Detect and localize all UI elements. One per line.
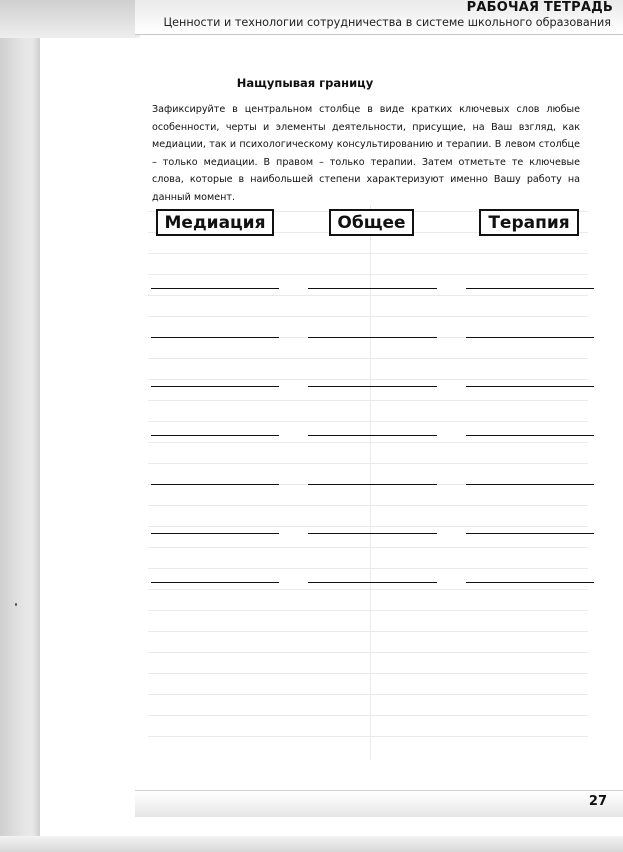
ghost-line	[148, 610, 588, 611]
ghost-line	[148, 400, 588, 401]
page-footer	[135, 790, 623, 817]
ghost-line	[148, 631, 588, 632]
ghost-line	[148, 358, 588, 359]
column-header-therapy: Терапия	[479, 209, 579, 236]
instruction-text: Зафиксируйте в центральном столбце в виде кратких ключевых слов любые особенности, черты и элементы деятельности, присущие, на Ваш взгляд, как медиации, так и психологическому консультированию и терапии. В левом столбце – только медиации. В правом – только терапии. Затем отметьте те ключевые слова, которые в наибольшей степени характеризуют именно Вашу работу на данный момент.	[152, 104, 580, 203]
answer-line-common[interactable]	[308, 582, 437, 583]
ghost-line	[148, 673, 588, 674]
ghost-line	[148, 253, 588, 254]
ghost-line	[148, 295, 588, 296]
column-header-common: Общее	[329, 209, 414, 236]
answer-line-therapy[interactable]	[466, 484, 594, 485]
answer-line-mediation[interactable]	[151, 435, 279, 436]
answer-line-mediation[interactable]	[151, 582, 279, 583]
answer-line-common[interactable]	[308, 288, 437, 289]
answer-line-therapy[interactable]	[466, 435, 594, 436]
ghost-line	[148, 505, 588, 506]
ghost-line	[148, 274, 588, 275]
ghost-line	[148, 379, 588, 380]
ghost-line	[148, 316, 588, 317]
answer-line-therapy[interactable]	[466, 582, 594, 583]
answer-line-mediation[interactable]	[151, 386, 279, 387]
page-number: 27	[588, 794, 607, 809]
ghost-line	[148, 442, 588, 443]
ghost-line	[148, 547, 588, 548]
answer-line-mediation[interactable]	[151, 337, 279, 338]
answer-line-common[interactable]	[308, 484, 437, 485]
answer-line-common[interactable]	[308, 386, 437, 387]
ghost-line	[148, 568, 588, 569]
column-header-mediation: Медиация	[156, 209, 274, 236]
answer-line-therapy[interactable]	[466, 337, 594, 338]
ghost-line	[148, 694, 588, 695]
answer-line-mediation[interactable]	[151, 533, 279, 534]
ghost-line	[148, 421, 588, 422]
scan-speck	[15, 603, 17, 606]
answer-line-common[interactable]	[308, 337, 437, 338]
answer-line-common[interactable]	[308, 533, 437, 534]
ghost-line	[148, 715, 588, 716]
ghost-line	[148, 589, 588, 590]
answer-line-common[interactable]	[308, 435, 437, 436]
ghost-line	[148, 736, 588, 737]
answer-line-therapy[interactable]	[466, 386, 594, 387]
workbook-title: РАБОЧАЯ ТЕТРАДЬ	[466, 0, 613, 15]
scan-shadow	[0, 0, 140, 38]
answer-line-therapy[interactable]	[466, 533, 594, 534]
section-title	[0, 76, 623, 90]
ghost-line	[148, 652, 588, 653]
ghost-line	[148, 463, 588, 464]
answer-line-mediation[interactable]	[151, 288, 279, 289]
ghost-line	[148, 526, 588, 527]
scan-bottom-edge	[0, 836, 623, 852]
answer-line-mediation[interactable]	[151, 484, 279, 485]
answer-line-therapy[interactable]	[466, 288, 594, 289]
section-title-text: Нащупывая границу	[236, 76, 374, 90]
workbook-subtitle: Ценности и технологии сотрудничества в системе школьного образования	[163, 16, 611, 29]
